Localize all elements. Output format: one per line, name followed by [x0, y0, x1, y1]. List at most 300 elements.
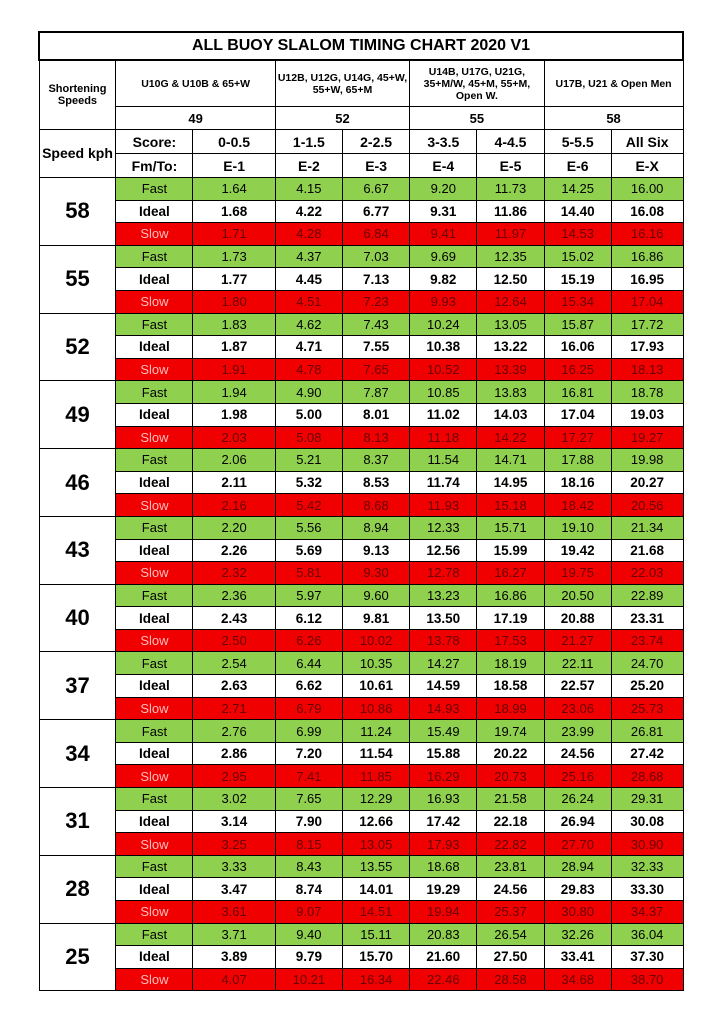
slow-time-cell: 17.04	[611, 290, 683, 313]
fast-label: Fast	[116, 313, 193, 336]
fast-time-cell: 14.27	[410, 652, 477, 675]
ideal-time-cell: 11.54	[342, 742, 409, 765]
slow-time-cell: 18.42	[544, 494, 611, 517]
slow-time-cell: 2.16	[193, 494, 275, 517]
ideal-time-cell: 9.79	[275, 946, 342, 969]
fast-time-cell: 2.06	[193, 449, 275, 472]
fast-time-cell: 36.04	[611, 923, 683, 946]
fast-time-cell: 13.55	[342, 855, 409, 878]
slow-time-cell: 9.93	[410, 290, 477, 313]
ideal-time-cell: 21.60	[410, 946, 477, 969]
speed-value: 43	[39, 516, 116, 584]
ideal-label: Ideal	[116, 268, 193, 291]
slow-time-cell: 7.23	[342, 290, 409, 313]
fast-label: Fast	[116, 449, 193, 472]
segment-header: E-2	[275, 154, 342, 178]
ideal-time-cell: 1.68	[193, 200, 275, 223]
ideal-time-cell: 13.50	[410, 607, 477, 630]
slow-time-cell: 18.13	[611, 358, 683, 381]
ideal-time-cell: 7.20	[275, 742, 342, 765]
slow-time-cell: 4.28	[275, 223, 342, 246]
ideal-time-cell: 15.99	[477, 539, 544, 562]
slow-time-cell: 23.74	[611, 629, 683, 652]
ideal-time-cell: 14.59	[410, 675, 477, 698]
speed-value: 55	[39, 245, 116, 313]
fast-time-cell: 16.86	[477, 584, 544, 607]
ideal-time-cell: 14.01	[342, 878, 409, 901]
fast-time-cell: 18.19	[477, 652, 544, 675]
timing-row-ideal	[39, 471, 683, 494]
slow-time-cell: 34.68	[544, 968, 611, 991]
segment-header: E-4	[410, 154, 477, 178]
timing-row-fast	[39, 652, 683, 675]
ideal-time-cell: 5.69	[275, 539, 342, 562]
timing-row-ideal	[39, 200, 683, 223]
timing-row-fast	[39, 584, 683, 607]
group-label-1: U10G & U10B & 65+W	[116, 60, 275, 107]
slow-time-cell: 17.93	[410, 833, 477, 856]
fast-time-cell: 9.69	[410, 245, 477, 268]
slow-time-cell: 16.34	[342, 968, 409, 991]
slow-time-cell: 19.27	[611, 426, 683, 449]
ideal-time-cell: 4.22	[275, 200, 342, 223]
ideal-time-cell: 22.57	[544, 675, 611, 698]
ideal-time-cell: 2.43	[193, 607, 275, 630]
group-speed-1: 49	[116, 107, 275, 130]
ideal-time-cell: 23.31	[611, 607, 683, 630]
fast-time-cell: 4.90	[275, 381, 342, 404]
slow-time-cell: 16.27	[477, 562, 544, 585]
slow-label: Slow	[116, 968, 193, 991]
ideal-time-cell: 11.86	[477, 200, 544, 223]
ideal-time-cell: 19.42	[544, 539, 611, 562]
fast-time-cell: 1.64	[193, 178, 275, 201]
slow-time-cell: 9.07	[275, 901, 342, 924]
ideal-time-cell: 19.03	[611, 403, 683, 426]
ideal-time-cell: 18.16	[544, 471, 611, 494]
group-speed-2: 52	[275, 107, 409, 130]
fast-time-cell: 19.74	[477, 720, 544, 743]
fast-label: Fast	[116, 652, 193, 675]
fast-time-cell: 15.71	[477, 516, 544, 539]
slow-label: Slow	[116, 765, 193, 788]
timing-rows	[39, 178, 683, 991]
speed-value: 31	[39, 788, 116, 856]
slow-time-cell: 2.32	[193, 562, 275, 585]
ideal-time-cell: 33.30	[611, 878, 683, 901]
fast-time-cell: 4.15	[275, 178, 342, 201]
slow-time-cell: 38.70	[611, 968, 683, 991]
ideal-label: Ideal	[116, 539, 193, 562]
slow-time-cell: 10.52	[410, 358, 477, 381]
timing-row-slow	[39, 901, 683, 924]
slow-label: Slow	[116, 901, 193, 924]
fast-time-cell: 22.89	[611, 584, 683, 607]
chart-title: ALL BUOY SLALOM TIMING CHART 2020 V1	[39, 32, 683, 60]
ideal-time-cell: 14.40	[544, 200, 611, 223]
ideal-time-cell: 12.50	[477, 268, 544, 291]
ideal-time-cell: 18.58	[477, 675, 544, 698]
fast-time-cell: 23.81	[477, 855, 544, 878]
slow-time-cell: 1.80	[193, 290, 275, 313]
speed-value: 52	[39, 313, 116, 381]
ideal-label: Ideal	[116, 742, 193, 765]
fast-time-cell: 4.37	[275, 245, 342, 268]
slow-time-cell: 4.07	[193, 968, 275, 991]
fast-time-cell: 21.58	[477, 788, 544, 811]
fast-time-cell: 13.83	[477, 381, 544, 404]
slow-time-cell: 2.03	[193, 426, 275, 449]
ideal-time-cell: 13.22	[477, 336, 544, 359]
fast-time-cell: 12.35	[477, 245, 544, 268]
ideal-time-cell: 9.81	[342, 607, 409, 630]
slow-time-cell: 15.34	[544, 290, 611, 313]
slow-time-cell: 9.30	[342, 562, 409, 585]
fast-time-cell: 9.20	[410, 178, 477, 201]
ideal-time-cell: 17.19	[477, 607, 544, 630]
ideal-time-cell: 14.03	[477, 403, 544, 426]
fast-time-cell: 16.00	[611, 178, 683, 201]
fast-time-cell: 22.11	[544, 652, 611, 675]
fast-time-cell: 3.71	[193, 923, 275, 946]
slow-time-cell: 6.26	[275, 629, 342, 652]
ideal-time-cell: 6.12	[275, 607, 342, 630]
slow-time-cell: 6.79	[275, 697, 342, 720]
fast-time-cell: 7.87	[342, 381, 409, 404]
slow-time-cell: 4.78	[275, 358, 342, 381]
ideal-time-cell: 22.18	[477, 810, 544, 833]
ideal-time-cell: 20.27	[611, 471, 683, 494]
ideal-time-cell: 11.74	[410, 471, 477, 494]
fast-time-cell: 15.11	[342, 923, 409, 946]
speed-value: 37	[39, 652, 116, 720]
timing-row-fast	[39, 720, 683, 743]
slow-time-cell: 25.37	[477, 901, 544, 924]
ideal-label: Ideal	[116, 675, 193, 698]
slow-time-cell: 3.25	[193, 833, 275, 856]
ideal-label: Ideal	[116, 471, 193, 494]
ideal-time-cell: 21.68	[611, 539, 683, 562]
slow-time-cell: 14.93	[410, 697, 477, 720]
slow-time-cell: 11.85	[342, 765, 409, 788]
fast-time-cell: 7.03	[342, 245, 409, 268]
ideal-time-cell: 37.30	[611, 946, 683, 969]
ideal-time-cell: 3.47	[193, 878, 275, 901]
slow-time-cell: 15.18	[477, 494, 544, 517]
fast-time-cell: 3.33	[193, 855, 275, 878]
speed-value: 25	[39, 923, 116, 991]
slow-time-cell: 34.37	[611, 901, 683, 924]
fast-time-cell: 8.43	[275, 855, 342, 878]
ideal-time-cell: 33.41	[544, 946, 611, 969]
slow-time-cell: 20.56	[611, 494, 683, 517]
fast-time-cell: 13.05	[477, 313, 544, 336]
slow-time-cell: 11.93	[410, 494, 477, 517]
slow-time-cell: 1.71	[193, 223, 275, 246]
ideal-time-cell: 7.90	[275, 810, 342, 833]
fast-time-cell: 6.67	[342, 178, 409, 201]
fast-time-cell: 5.97	[275, 584, 342, 607]
fast-time-cell: 7.65	[275, 788, 342, 811]
fmto-label: Fm/To:	[116, 154, 193, 178]
group-label-2: U12B, U12G, U14G, 45+W, 55+W, 65+M	[275, 60, 409, 107]
fast-time-cell: 12.29	[342, 788, 409, 811]
segment-header: E-5	[477, 154, 544, 178]
ideal-time-cell: 4.45	[275, 268, 342, 291]
slow-time-cell: 17.53	[477, 629, 544, 652]
ideal-time-cell: 4.71	[275, 336, 342, 359]
timing-row-fast	[39, 449, 683, 472]
timing-row-fast	[39, 788, 683, 811]
slow-time-cell: 1.91	[193, 358, 275, 381]
segment-header: E-6	[544, 154, 611, 178]
slow-time-cell: 6.84	[342, 223, 409, 246]
timing-row-ideal	[39, 742, 683, 765]
score-label: Score:	[116, 130, 193, 154]
fast-time-cell: 7.43	[342, 313, 409, 336]
slow-time-cell: 9.41	[410, 223, 477, 246]
fast-time-cell: 28.94	[544, 855, 611, 878]
timing-row-slow	[39, 629, 683, 652]
fast-time-cell: 29.31	[611, 788, 683, 811]
ideal-time-cell: 26.94	[544, 810, 611, 833]
slow-label: Slow	[116, 358, 193, 381]
slow-time-cell: 10.86	[342, 697, 409, 720]
ideal-time-cell: 8.53	[342, 471, 409, 494]
fast-label: Fast	[116, 245, 193, 268]
slow-time-cell: 7.41	[275, 765, 342, 788]
fast-time-cell: 1.83	[193, 313, 275, 336]
slow-time-cell: 28.58	[477, 968, 544, 991]
speed-kph-label: Speed kph	[39, 130, 116, 178]
score-header: 0-0.5	[193, 130, 275, 154]
fast-label: Fast	[116, 855, 193, 878]
fast-time-cell: 11.24	[342, 720, 409, 743]
slow-time-cell: 12.78	[410, 562, 477, 585]
score-header: 5-5.5	[544, 130, 611, 154]
fast-time-cell: 26.54	[477, 923, 544, 946]
ideal-time-cell: 3.89	[193, 946, 275, 969]
ideal-time-cell: 2.11	[193, 471, 275, 494]
slow-time-cell: 2.50	[193, 629, 275, 652]
slow-time-cell: 14.22	[477, 426, 544, 449]
timing-row-slow	[39, 223, 683, 246]
timing-row-fast	[39, 178, 683, 201]
ideal-time-cell: 30.08	[611, 810, 683, 833]
ideal-time-cell: 10.38	[410, 336, 477, 359]
slow-time-cell: 2.95	[193, 765, 275, 788]
timing-row-fast	[39, 516, 683, 539]
segment-header: E-3	[342, 154, 409, 178]
slow-time-cell: 10.21	[275, 968, 342, 991]
ideal-label: Ideal	[116, 878, 193, 901]
fast-time-cell: 17.72	[611, 313, 683, 336]
timing-row-ideal	[39, 675, 683, 698]
slow-time-cell: 17.27	[544, 426, 611, 449]
fast-time-cell: 15.87	[544, 313, 611, 336]
ideal-time-cell: 6.77	[342, 200, 409, 223]
timing-row-ideal	[39, 539, 683, 562]
segment-header: E-X	[611, 154, 683, 178]
fast-time-cell: 8.37	[342, 449, 409, 472]
ideal-time-cell: 2.26	[193, 539, 275, 562]
ideal-time-cell: 25.20	[611, 675, 683, 698]
fast-time-cell: 32.26	[544, 923, 611, 946]
slow-label: Slow	[116, 494, 193, 517]
ideal-time-cell: 10.61	[342, 675, 409, 698]
slow-label: Slow	[116, 223, 193, 246]
slow-time-cell: 22.03	[611, 562, 683, 585]
fast-time-cell: 10.85	[410, 381, 477, 404]
fast-time-cell: 15.02	[544, 245, 611, 268]
slow-time-cell: 28.68	[611, 765, 683, 788]
ideal-time-cell: 16.08	[611, 200, 683, 223]
ideal-time-cell: 5.00	[275, 403, 342, 426]
ideal-label: Ideal	[116, 336, 193, 359]
ideal-time-cell: 29.83	[544, 878, 611, 901]
fast-time-cell: 26.24	[544, 788, 611, 811]
fast-time-cell: 1.73	[193, 245, 275, 268]
score-header: 3-3.5	[410, 130, 477, 154]
slow-label: Slow	[116, 697, 193, 720]
group-speed-4: 58	[544, 107, 683, 130]
score-header: 2-2.5	[342, 130, 409, 154]
fast-time-cell: 2.54	[193, 652, 275, 675]
ideal-time-cell: 9.13	[342, 539, 409, 562]
timing-row-fast	[39, 923, 683, 946]
timing-row-slow	[39, 968, 683, 991]
ideal-time-cell: 2.86	[193, 742, 275, 765]
fast-label: Fast	[116, 516, 193, 539]
ideal-time-cell: 12.66	[342, 810, 409, 833]
ideal-time-cell: 20.88	[544, 607, 611, 630]
ideal-time-cell: 17.04	[544, 403, 611, 426]
ideal-time-cell: 16.95	[611, 268, 683, 291]
ideal-time-cell: 17.93	[611, 336, 683, 359]
ideal-time-cell: 1.77	[193, 268, 275, 291]
slow-time-cell: 18.99	[477, 697, 544, 720]
ideal-time-cell: 3.14	[193, 810, 275, 833]
ideal-time-cell: 14.95	[477, 471, 544, 494]
ideal-time-cell: 11.02	[410, 403, 477, 426]
slow-time-cell: 22.82	[477, 833, 544, 856]
speed-value: 40	[39, 584, 116, 652]
timing-row-ideal	[39, 336, 683, 359]
ideal-time-cell: 5.32	[275, 471, 342, 494]
slow-time-cell: 3.61	[193, 901, 275, 924]
score-header: 1-1.5	[275, 130, 342, 154]
ideal-label: Ideal	[116, 403, 193, 426]
ideal-time-cell: 15.70	[342, 946, 409, 969]
ideal-time-cell: 24.56	[544, 742, 611, 765]
fast-label: Fast	[116, 788, 193, 811]
slow-label: Slow	[116, 629, 193, 652]
fast-time-cell: 1.94	[193, 381, 275, 404]
slow-time-cell: 27.70	[544, 833, 611, 856]
slow-time-cell: 7.65	[342, 358, 409, 381]
ideal-label: Ideal	[116, 200, 193, 223]
fast-time-cell: 10.24	[410, 313, 477, 336]
fast-time-cell: 21.34	[611, 516, 683, 539]
slow-time-cell: 2.71	[193, 697, 275, 720]
fast-time-cell: 5.21	[275, 449, 342, 472]
slow-time-cell: 14.51	[342, 901, 409, 924]
fast-label: Fast	[116, 923, 193, 946]
fast-time-cell: 18.68	[410, 855, 477, 878]
timing-row-slow	[39, 290, 683, 313]
ideal-time-cell: 7.13	[342, 268, 409, 291]
fast-label: Fast	[116, 584, 193, 607]
slow-time-cell: 16.29	[410, 765, 477, 788]
timing-row-ideal	[39, 607, 683, 630]
slow-time-cell: 5.42	[275, 494, 342, 517]
ideal-time-cell: 19.29	[410, 878, 477, 901]
timing-row-ideal	[39, 946, 683, 969]
timing-row-slow	[39, 494, 683, 517]
fast-label: Fast	[116, 381, 193, 404]
speed-value: 49	[39, 381, 116, 449]
slow-time-cell: 19.75	[544, 562, 611, 585]
timing-row-slow	[39, 697, 683, 720]
ideal-time-cell: 6.62	[275, 675, 342, 698]
fast-time-cell: 16.93	[410, 788, 477, 811]
ideal-time-cell: 9.82	[410, 268, 477, 291]
ideal-time-cell: 7.55	[342, 336, 409, 359]
speed-value: 34	[39, 720, 116, 788]
ideal-time-cell: 15.19	[544, 268, 611, 291]
fast-time-cell: 15.49	[410, 720, 477, 743]
slow-time-cell: 16.25	[544, 358, 611, 381]
slow-time-cell: 10.02	[342, 629, 409, 652]
timing-row-slow	[39, 426, 683, 449]
slow-time-cell: 23.06	[544, 697, 611, 720]
fast-time-cell: 2.20	[193, 516, 275, 539]
fast-time-cell: 20.50	[544, 584, 611, 607]
slow-label: Slow	[116, 426, 193, 449]
timing-chart-table	[38, 31, 684, 991]
shortening-speeds-label: Shortening Speeds	[39, 60, 116, 130]
ideal-time-cell: 24.56	[477, 878, 544, 901]
fast-time-cell: 12.33	[410, 516, 477, 539]
slow-time-cell: 21.27	[544, 629, 611, 652]
ideal-time-cell: 8.01	[342, 403, 409, 426]
fast-label: Fast	[116, 720, 193, 743]
speed-value: 58	[39, 178, 116, 246]
score-header: 4-4.5	[477, 130, 544, 154]
slow-time-cell: 16.16	[611, 223, 683, 246]
ideal-time-cell: 15.88	[410, 742, 477, 765]
ideal-time-cell: 1.98	[193, 403, 275, 426]
timing-row-fast	[39, 313, 683, 336]
ideal-label: Ideal	[116, 607, 193, 630]
ideal-time-cell: 17.42	[410, 810, 477, 833]
slow-time-cell: 11.97	[477, 223, 544, 246]
slow-time-cell: 5.08	[275, 426, 342, 449]
timing-row-ideal	[39, 403, 683, 426]
slow-time-cell: 13.39	[477, 358, 544, 381]
fast-time-cell: 11.73	[477, 178, 544, 201]
timing-row-slow	[39, 765, 683, 788]
speed-value: 46	[39, 449, 116, 517]
ideal-time-cell: 12.56	[410, 539, 477, 562]
group-speed-3: 55	[410, 107, 544, 130]
fast-time-cell: 19.98	[611, 449, 683, 472]
group-label-4: U17B, U21 & Open Men	[544, 60, 683, 107]
fast-time-cell: 23.99	[544, 720, 611, 743]
fast-time-cell: 16.81	[544, 381, 611, 404]
fast-time-cell: 16.86	[611, 245, 683, 268]
slow-label: Slow	[116, 833, 193, 856]
